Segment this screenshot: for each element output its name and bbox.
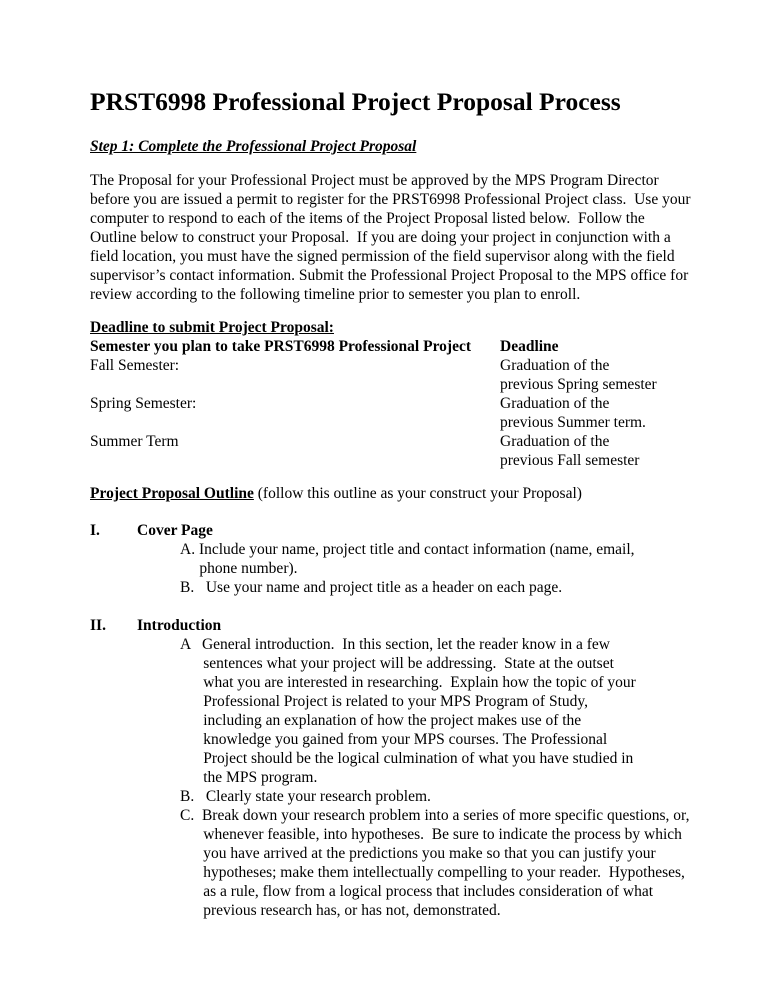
text-line: Outline below to construct your Proposal. If you are doing your project in conjunction with a [90,229,671,246]
section-number: II. [90,617,106,634]
section-number: I. [90,522,100,539]
semester-summer: Summer Term [90,433,179,450]
outline-heading-bold: Project Proposal Outline [90,485,254,502]
outline-line: phone number). [180,560,298,577]
semester-column-header: Semester you plan to take PRST6998 Professional Project [90,338,472,355]
text-line: The Proposal for your Professional Project must be approved by the MPS Program Director [90,172,659,189]
outline-heading [90,484,582,503]
section-body [180,635,689,920]
outline-line: B. Clearly state your research problem. [180,788,431,805]
deadline-column-header: Deadline [500,338,559,355]
text-line: review according to the following timeline prior to semester you plan to enroll. [90,286,581,303]
deadline-line: Graduation of the [500,357,610,374]
page-title: PRST6998 Professional Project Proposal Process [90,87,621,116]
outline-line: the MPS program. [180,769,318,786]
semester-spring: Spring Semester: [90,395,197,412]
deadline-line: previous Summer term. [500,414,646,431]
deadline-heading: Deadline to submit Project Proposal: [90,319,334,336]
deadline-line: previous Fall semester [500,452,640,469]
outline-line: whenever feasible, into hypotheses. Be sure to indicate the process by which [180,826,682,843]
outline-line: C. Break down your research problem into a series of more specific questions, or, [180,807,690,824]
outline-line: Project should be the logical culmination of what you have studied in [180,750,634,767]
outline-line: what you are interested in researching. Explain how the topic of your [180,674,636,691]
outline-line: hypotheses; make them intellectually compelling to your reader. Hypotheses, [180,864,685,881]
outline-line: B. Use your name and project title as a header on each page. [180,579,563,596]
outline-line: sentences what your project will be addressing. State at the outset [180,655,614,672]
outline-line: A. Include your name, project title and contact information (name, email, [180,541,635,558]
deadline-line: Graduation of the [500,433,610,450]
text-line: supervisor’s contact information. Submit the Professional Project Proposal to the MPS office for [90,267,689,284]
outline-heading-note: (follow this outline as your construct your Proposal) [253,485,582,502]
outline-line: knowledge you gained from your MPS courses. The Professional [180,731,608,748]
outline-line: A General introduction. In this section, let the reader know in a few [180,636,610,653]
deadline-date-column [500,337,657,470]
outline-line: Professional Project is related to your MPS Program of Study, [180,693,588,710]
text-line: computer to respond to each of the items of the Project Proposal listed below. Follow the [90,210,645,227]
section-title: Introduction [137,617,222,634]
step-heading: Step 1: Complete the Professional Project Proposal [90,138,417,155]
deadline-line: Graduation of the [500,395,610,412]
outline-line: including an explanation of how the project makes use of the [180,712,582,729]
outline-line: as a rule, flow from a logical process that includes consideration of what [180,883,654,900]
section-body [180,540,635,597]
intro-paragraph [90,171,700,304]
outline-line: previous research has, or has not, demonstrated. [180,902,501,919]
text-line: field location, you must have the signed permission of the field supervisor along with the field [90,248,675,265]
semester-fall: Fall Semester: [90,357,180,374]
outline-line: you have arrived at the predictions you make so that you can justify your [180,845,656,862]
text-line: before you are issued a permit to register for the PRST6998 Professional Project class. Use your [90,191,691,208]
deadline-line: previous Spring semester [500,376,657,393]
section-title: Cover Page [137,522,213,539]
